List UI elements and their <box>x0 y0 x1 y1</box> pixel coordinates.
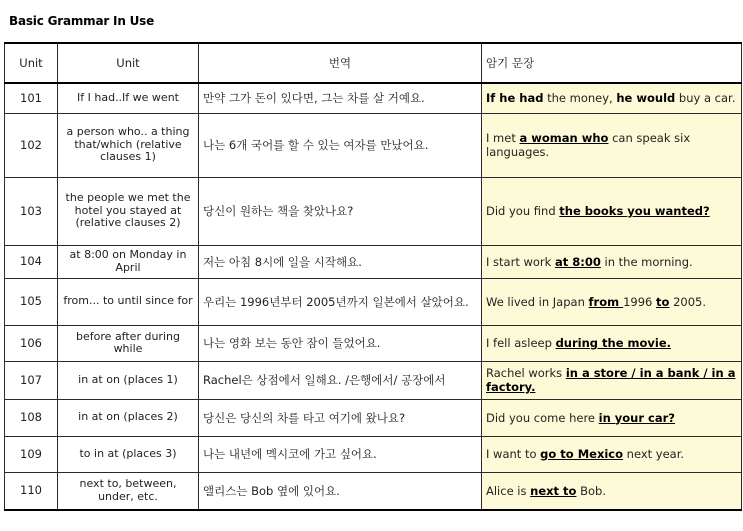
sentence-text: next year. <box>623 447 685 461</box>
memorize-sentence <box>482 83 742 113</box>
memorize-sentence <box>482 177 742 245</box>
key-phrase: to <box>656 294 670 309</box>
page-title: Basic Grammar In Use <box>9 14 155 28</box>
unit-number: 108 <box>5 399 58 436</box>
korean-translation: 당신은 당신의 차를 타고 여기에 왔나요? <box>199 399 482 436</box>
grammar-pattern: If I had..If we went <box>58 83 199 113</box>
key-phrase: at 8:00 <box>554 254 601 269</box>
grammar-pattern: before after during while <box>58 325 199 361</box>
sentence-text: I start work <box>486 254 555 269</box>
unit-number: 101 <box>5 83 58 113</box>
sentence-text: in the morning. <box>600 254 693 269</box>
sentence-text: I met <box>486 131 520 145</box>
sentence-text: the money, <box>543 91 617 106</box>
sentence-text: 2005. <box>669 294 707 309</box>
sentence-text: Did you find <box>486 204 560 218</box>
unit-number: 105 <box>5 278 58 325</box>
key-phrase: he would <box>616 91 676 106</box>
unit-number: 102 <box>5 113 58 177</box>
sentence-text: I want to <box>486 447 541 461</box>
key-phrase: from <box>588 294 624 309</box>
grammar-pattern: next to, between, under, etc. <box>58 472 199 510</box>
grammar-pattern: a person who.. a thing that/which (relative clauses 1) <box>58 113 199 177</box>
memorize-sentence <box>482 361 742 399</box>
unit-number: 107 <box>5 361 58 399</box>
korean-translation: 나는 6개 국어를 할 수 있는 여자를 만났어요. <box>199 113 482 177</box>
sentence-text: Rachel works <box>486 366 566 380</box>
memorize-sentence <box>482 245 742 278</box>
sentence-text: We lived in Japan <box>486 294 589 309</box>
key-phrase: go to Mexico <box>540 447 624 461</box>
key-phrase: If he had <box>486 91 544 106</box>
key-phrase: next to <box>530 483 577 498</box>
sentence-text: Did you come here <box>486 410 599 425</box>
table-row <box>5 113 742 177</box>
header-pattern: Unit <box>58 43 199 83</box>
korean-translation: 저는 아침 8시에 일을 시작해요. <box>199 245 482 278</box>
sentence-text: buy a car. <box>675 91 736 106</box>
unit-number: 110 <box>5 472 58 510</box>
memorize-sentence <box>482 399 742 436</box>
grammar-pattern: to in at (places 3) <box>58 436 199 472</box>
table-body <box>5 83 742 510</box>
memorize-sentence <box>482 113 742 177</box>
grammar-table <box>4 42 742 511</box>
key-phrase: in a store / in a bank / in a factory. <box>486 366 736 394</box>
korean-translation: Rachel은 상점에서 일해요. /은행에서/ 공장에서 <box>199 361 482 399</box>
key-phrase: during the movie. <box>555 336 671 350</box>
sentence-text: Alice is <box>486 483 531 498</box>
sentence-text: can speak six languages. <box>486 131 691 159</box>
table-row <box>5 325 742 361</box>
table-row <box>5 245 742 278</box>
key-phrase: a woman who <box>519 131 609 145</box>
grammar-pattern: in at on (places 2) <box>58 399 199 436</box>
table-row <box>5 278 742 325</box>
header-unit: Unit <box>5 43 58 83</box>
grammar-pattern: from... to until since for <box>58 278 199 325</box>
korean-translation: 앨리스는 Bob 옆에 있어요. <box>199 472 482 510</box>
unit-number: 103 <box>5 177 58 245</box>
unit-number: 106 <box>5 325 58 361</box>
korean-translation: 나는 내년에 멕시코에 가고 싶어요. <box>199 436 482 472</box>
memorize-sentence <box>482 436 742 472</box>
korean-translation: 우리는 1996년부터 2005년까지 일본에서 살았어요. <box>199 278 482 325</box>
korean-translation: 나는 영화 보는 동안 잠이 들었어요. <box>199 325 482 361</box>
table-row <box>5 83 742 113</box>
header-translation: 번역 <box>199 43 482 83</box>
key-phrase: the books you wanted? <box>559 204 710 218</box>
sentence-text: 1996 <box>623 294 657 309</box>
table-row <box>5 177 742 245</box>
memorize-sentence <box>482 325 742 361</box>
grammar-pattern: in at on (places 1) <box>58 361 199 399</box>
korean-translation: 만약 그가 돈이 있다면, 그는 차를 살 거예요. <box>199 83 482 113</box>
grammar-pattern: the people we met the hotel you stayed at (relative clauses 2) <box>58 177 199 245</box>
table-row <box>5 399 742 436</box>
unit-number: 104 <box>5 245 58 278</box>
korean-translation: 당신이 원하는 책을 찾았나요? <box>199 177 482 245</box>
table-row <box>5 472 742 510</box>
sentence-text: I fell asleep <box>486 336 556 350</box>
header-row <box>5 43 742 83</box>
memorize-sentence <box>482 472 742 510</box>
grammar-pattern: at 8:00 on Monday in April <box>58 245 199 278</box>
key-phrase: in your car? <box>598 410 675 425</box>
unit-number: 109 <box>5 436 58 472</box>
sentence-text: Bob. <box>576 483 607 498</box>
table-row <box>5 361 742 399</box>
memorize-sentence <box>482 278 742 325</box>
table-row <box>5 436 742 472</box>
header-memorize: 암기 문장 <box>482 43 742 83</box>
